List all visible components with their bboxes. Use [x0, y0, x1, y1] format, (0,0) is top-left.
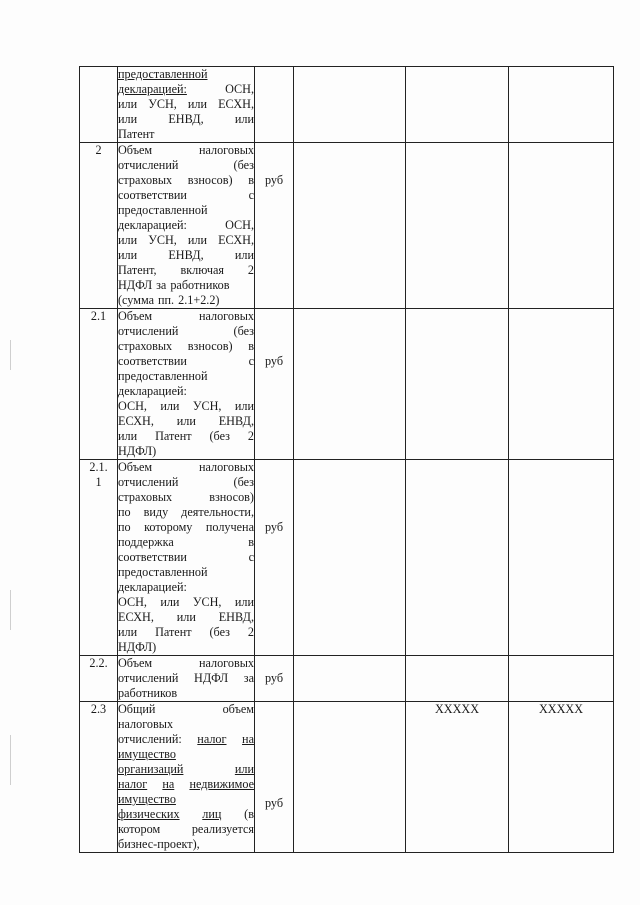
description-word: ОСН,: [118, 399, 147, 413]
description-word: отчислений: [118, 324, 179, 338]
description-word: которому: [144, 520, 193, 534]
description-word: имущество: [118, 747, 176, 761]
description-word: предоставленной: [118, 369, 208, 383]
description-word: взносов): [187, 339, 233, 353]
description-word: ЕСХН,: [218, 97, 254, 111]
table-row: [80, 67, 614, 143]
description-word: УСН,: [148, 97, 177, 111]
description-word: включая: [180, 263, 225, 277]
description-word: налоговых: [198, 143, 254, 157]
description-word: объем: [222, 702, 254, 716]
description-line: [118, 520, 254, 535]
description-line: [118, 732, 254, 747]
description-line: [118, 309, 254, 324]
description-word: Патент: [118, 127, 155, 141]
description-line: [118, 414, 254, 429]
description-word: налоговых: [198, 460, 254, 474]
description-word: или: [187, 97, 208, 111]
value-cell-3: [509, 67, 614, 143]
description-line: [118, 490, 254, 505]
description-word: лиц: [202, 807, 222, 821]
description-line: [118, 248, 254, 263]
description-word: Объем: [118, 656, 153, 670]
description-line: [118, 717, 254, 732]
description-word: страховых: [118, 173, 173, 187]
unit-label: руб: [264, 173, 284, 187]
value-cell-1: [294, 143, 406, 309]
description-line: [118, 233, 254, 248]
value-cell-3: [509, 460, 614, 656]
description-word: работников: [170, 278, 230, 292]
description-line: [118, 837, 254, 852]
description-word: налоговых: [198, 309, 254, 323]
scan-artifact-line: [10, 340, 11, 370]
description-word: или: [118, 625, 138, 639]
description-line: [118, 339, 254, 354]
description-word: пп.: [158, 293, 175, 307]
description-word: или: [176, 414, 196, 428]
description-line: [118, 218, 254, 233]
value-cell-1: [294, 656, 406, 702]
description-word: физических: [118, 807, 180, 821]
description-word: Общий: [118, 702, 156, 716]
description-word: или: [234, 399, 254, 413]
description-word: по: [118, 505, 131, 519]
description-word: ОСН,: [225, 82, 254, 96]
unit-cell: [255, 460, 294, 656]
description-line: [118, 188, 254, 203]
table-row: [80, 702, 614, 853]
description-word: предоставленной: [118, 565, 208, 579]
unit-label: руб: [264, 671, 284, 685]
description-word: или: [160, 595, 180, 609]
description-word: по: [118, 520, 131, 534]
description-line: [118, 460, 254, 475]
row-description: [118, 656, 255, 702]
description-word: или: [160, 399, 180, 413]
table-row: [80, 143, 614, 309]
description-line: [118, 127, 254, 142]
description-word: налоговых: [198, 656, 254, 670]
value-cell-3: [509, 309, 614, 460]
value-text: XXXXX: [434, 702, 479, 716]
description-line: [118, 97, 254, 112]
description-word: отчислений:: [118, 732, 182, 746]
description-word: реализуется: [191, 822, 254, 836]
description-word: 2.1+2.2): [178, 293, 220, 307]
description-word: 2: [247, 429, 254, 443]
description-word: (без: [233, 158, 254, 172]
description-word: бизнес-проект),: [118, 837, 200, 851]
description-line: [118, 112, 254, 127]
description-word: получена: [205, 520, 254, 534]
description-word: соответствии: [118, 550, 187, 564]
description-word: налог: [197, 732, 227, 746]
description-line: [118, 203, 254, 218]
row-number: [80, 460, 118, 656]
description-word: (в: [244, 807, 254, 821]
description-word: ЕСХН,: [118, 414, 154, 428]
description-line: [118, 158, 254, 173]
description-line: [118, 702, 254, 717]
value-text: XXXXX: [538, 702, 583, 716]
description-word: взносов): [209, 490, 254, 504]
description-line: [118, 293, 254, 308]
description-word: ЕСХН,: [118, 610, 154, 624]
value-cell-2: [406, 702, 509, 853]
description-word: виду: [143, 505, 169, 519]
description-line: [118, 747, 254, 762]
description-line: [118, 656, 254, 671]
scan-artifact-line: [10, 590, 11, 630]
unit-label: руб: [264, 796, 284, 810]
description-word: недвижимое: [189, 777, 254, 791]
description-word: или: [118, 112, 138, 126]
description-word: соответствии: [118, 354, 187, 368]
description-line: [118, 610, 254, 625]
description-word: или: [187, 233, 208, 247]
value-cell-1: [294, 67, 406, 143]
description-word: УСН,: [192, 399, 222, 413]
description-word: НДФЛ: [118, 278, 153, 292]
table-row: [80, 656, 614, 702]
description-word: организаций: [118, 762, 184, 776]
description-line: [118, 278, 254, 293]
description-line: [118, 384, 254, 399]
description-word: соответствии: [118, 188, 187, 202]
description-word: (сумма: [118, 293, 154, 307]
description-word: на: [162, 777, 175, 791]
scan-artifact-line: [10, 735, 11, 785]
description-word: с: [248, 188, 254, 202]
description-word: или: [234, 248, 254, 262]
description-word: или: [176, 610, 196, 624]
description-word: или: [234, 595, 254, 609]
description-word: (без: [209, 625, 230, 639]
description-word: декларацией:: [118, 580, 187, 594]
description-word: ЕНВД,: [218, 610, 254, 624]
description-word: Патент,: [118, 263, 157, 277]
description-word: отчислений: [118, 671, 179, 685]
description-word: 2: [247, 625, 254, 639]
description-word: ОСН,: [225, 218, 254, 232]
description-line: [118, 429, 254, 444]
row-number-text: 2: [95, 143, 102, 157]
value-cell-1: [294, 460, 406, 656]
table-row: [80, 460, 614, 656]
description-word: (без: [233, 324, 254, 338]
value-cell-3: [509, 702, 614, 853]
description-line: [118, 565, 254, 580]
description-line: [118, 777, 254, 792]
description-line: [118, 369, 254, 384]
description-word: в: [248, 339, 254, 353]
description-line: [118, 475, 254, 490]
row-description: [118, 67, 255, 143]
description-line: [118, 399, 254, 414]
description-word: Объем: [118, 309, 153, 323]
row-number-text: 2.1. 1: [89, 460, 108, 489]
row-number-text: 2.3: [90, 702, 107, 716]
value-cell-3: [509, 656, 614, 702]
row-number: [80, 702, 118, 853]
value-cell-2: [406, 143, 509, 309]
description-word: котором: [118, 822, 161, 836]
description-word: УСН,: [148, 233, 177, 247]
description-word: предоставленной: [118, 67, 208, 81]
description-word: или: [118, 233, 138, 247]
description-line: [118, 550, 254, 565]
description-word: декларацией:: [118, 218, 187, 232]
description-word: в: [248, 173, 254, 187]
description-line: [118, 444, 254, 459]
description-word: или: [118, 429, 138, 443]
description-word: в: [248, 535, 254, 549]
description-line: [118, 263, 254, 278]
description-line: [118, 671, 254, 686]
description-word: отчислений: [118, 158, 179, 172]
description-word: или: [234, 112, 254, 126]
row-number: [80, 143, 118, 309]
row-number: [80, 656, 118, 702]
description-word: Объем: [118, 143, 153, 157]
description-word: Патент: [155, 429, 192, 443]
description-word: страховых: [118, 339, 173, 353]
row-number: [80, 309, 118, 460]
description-word: налоговых: [118, 717, 174, 731]
description-word: ЕНВД,: [168, 248, 204, 262]
unit-cell: [255, 143, 294, 309]
row-description: [118, 143, 255, 309]
value-cell-3: [509, 143, 614, 309]
description-word: за: [156, 278, 167, 292]
description-line: [118, 354, 254, 369]
value-cell-2: [406, 656, 509, 702]
row-description: [118, 309, 255, 460]
unit-cell: [255, 67, 294, 143]
description-line: [118, 82, 254, 97]
description-line: [118, 324, 254, 339]
description-word: Патент: [155, 625, 192, 639]
unit-cell: [255, 656, 294, 702]
value-cell-1: [294, 702, 406, 853]
row-number-text: 2.2.: [89, 656, 108, 670]
description-word: налог: [118, 777, 148, 791]
value-cell-2: [406, 309, 509, 460]
description-word: НДФЛ: [194, 671, 229, 685]
description-word: ЕНВД,: [168, 112, 204, 126]
description-word: с: [248, 354, 254, 368]
description-word: ЕНВД,: [218, 414, 254, 428]
description-word: декларацией:: [118, 384, 187, 398]
description-line: [118, 505, 254, 520]
unit-cell: [255, 702, 294, 853]
description-word: страховых: [118, 490, 173, 504]
description-word: за: [243, 671, 254, 685]
value-cell-1: [294, 309, 406, 460]
description-word: или: [118, 248, 138, 262]
description-line: [118, 173, 254, 188]
value-cell-2: [406, 460, 509, 656]
description-line: [118, 686, 254, 701]
tax-table: [79, 66, 614, 853]
table-row: [80, 309, 614, 460]
description-word: или: [234, 762, 254, 776]
description-line: [118, 535, 254, 550]
unit-label: руб: [264, 354, 284, 368]
description-word: работников: [118, 686, 178, 700]
description-word: с: [248, 550, 254, 564]
value-cell-2: [406, 67, 509, 143]
description-line: [118, 625, 254, 640]
description-line: [118, 595, 254, 610]
row-number-text: 2.1: [90, 309, 107, 323]
row-description: [118, 702, 255, 853]
description-word: отчислений: [118, 475, 179, 489]
description-word: НДФЛ): [118, 640, 157, 654]
description-word: деятельности,: [181, 505, 254, 519]
description-line: [118, 762, 254, 777]
description-line: [118, 807, 254, 822]
description-word: Объем: [118, 460, 153, 474]
description-word: декларацией:: [118, 82, 187, 96]
description-word: поддержка: [118, 535, 174, 549]
row-description: [118, 460, 255, 656]
description-word: 2: [247, 263, 254, 277]
unit-label: руб: [264, 520, 284, 534]
description-word: ЕСХН,: [218, 233, 254, 247]
description-line: [118, 640, 254, 655]
description-word: УСН,: [192, 595, 222, 609]
unit-cell: [255, 309, 294, 460]
description-word: предоставленной: [118, 203, 208, 217]
description-word: на: [242, 732, 254, 746]
description-word: (без: [209, 429, 230, 443]
row-number: [80, 67, 118, 143]
description-word: или: [118, 97, 138, 111]
description-line: [118, 67, 254, 82]
description-word: имущество: [118, 792, 176, 806]
description-word: НДФЛ): [118, 444, 157, 458]
description-word: (без: [233, 475, 254, 489]
description-word: взносов): [187, 173, 233, 187]
description-word: ОСН,: [118, 595, 147, 609]
description-line: [118, 143, 254, 158]
description-line: [118, 580, 254, 595]
description-line: [118, 792, 254, 807]
description-line: [118, 822, 254, 837]
